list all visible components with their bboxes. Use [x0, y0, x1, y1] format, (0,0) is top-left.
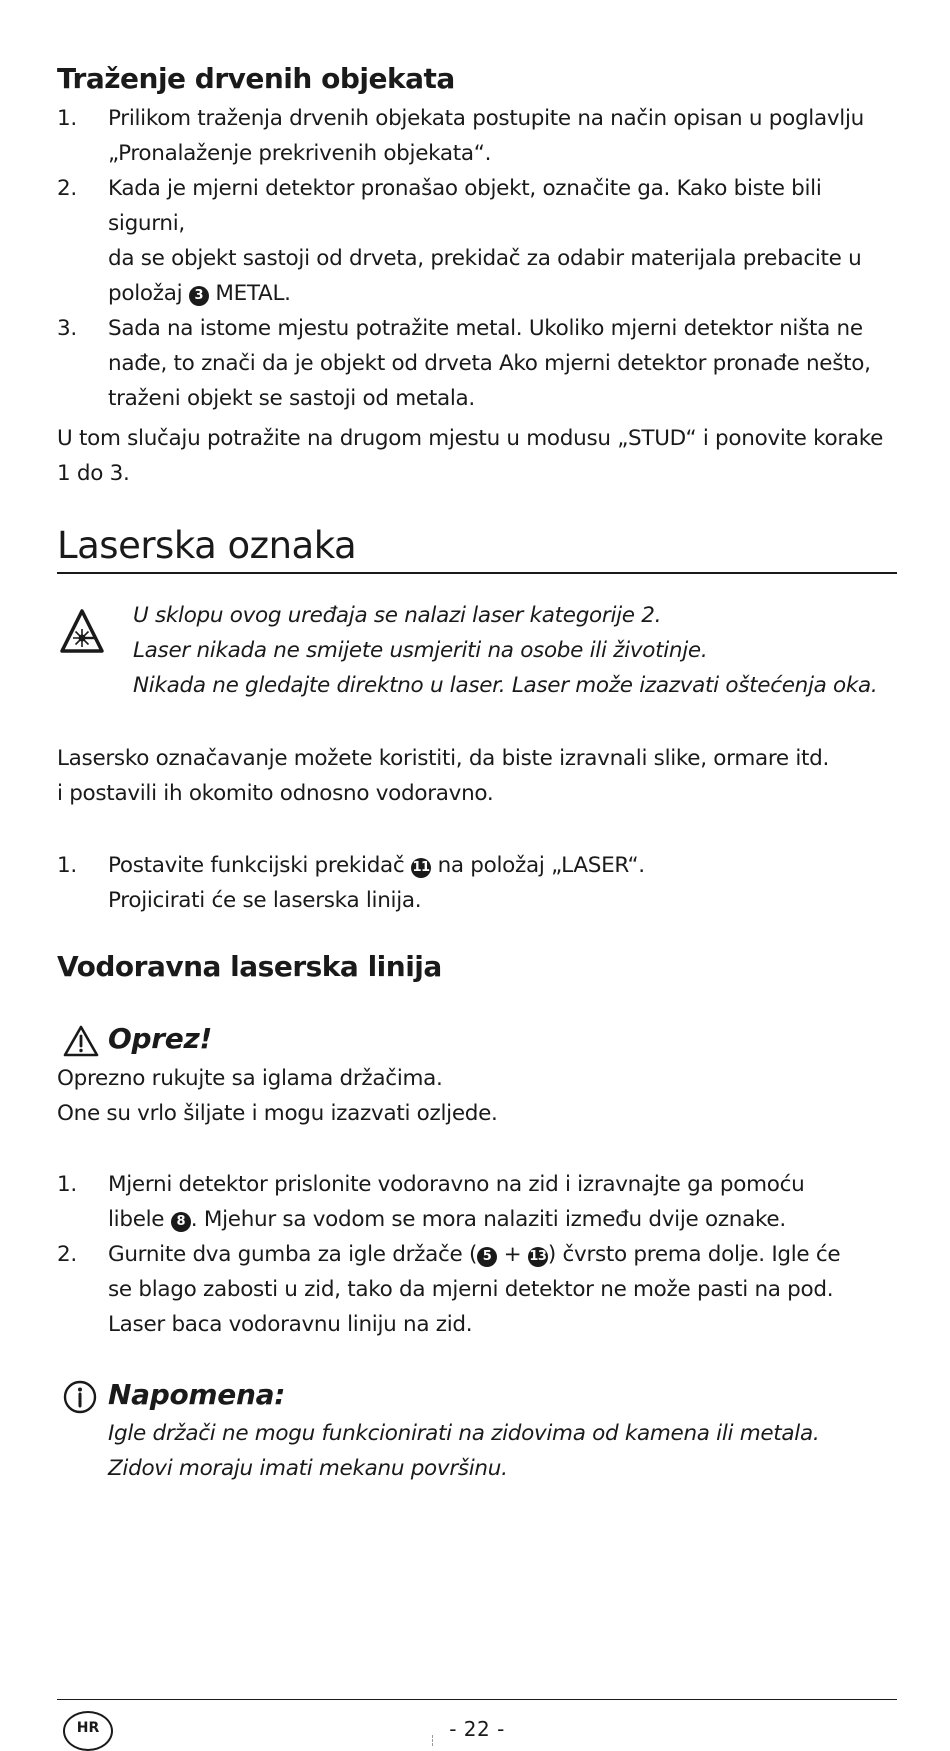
list-item: 1. Mjerni detektor prislonite vodoravno na zid i izravnajte ga pomoću libele 8 . Mjehur sa vodom se mora nalaziti između dvije oznake. [57, 1172, 805, 1232]
laser-steps [57, 848, 897, 918]
heading-divider [57, 572, 897, 574]
footer-divider [57, 1699, 897, 1700]
page-number: - 22 - [449, 1717, 505, 1741]
ref-number-badge: 3 [189, 286, 209, 306]
wood-search-steps [57, 101, 897, 416]
list-item: 2. Gurnite dva gumba za igle držače ( 5 + 13) čvrsto prema dolje. Igle će se blago zabosti u zid, tako da mjerni detektor ne može pasti na pod. Laser baca vodoravnu liniju na zid. [57, 1242, 841, 1337]
caution-triangle-icon [63, 1025, 99, 1057]
ref-number-badge: 5 [477, 1247, 497, 1267]
language-badge: HR [63, 1711, 113, 1751]
info-circle-icon [63, 1380, 97, 1414]
note-text: Igle držači ne mogu funkcionirati na zidovima od kamena ili metala. Zidovi moraju imati mekanu površinu. [108, 1421, 820, 1481]
caution-text: Oprezno rukujte sa iglama držačima. One su vrlo šiljate i mogu izazvati ozljede. [57, 1066, 498, 1126]
section-heading-wood-search: Traženje drvenih objekata [57, 62, 455, 95]
list-item: 1. Prilikom traženja drvenih objekata postupite na način opisan u poglavlju „Pronalaženje prekrivenih objekata“. [57, 106, 864, 166]
horizontal-laser-steps [57, 1167, 897, 1342]
list-item: 2. Kada je mjerni detektor pronašao objekt, označite ga. Kako biste bili sigurni, da se objekt sastoji od drveta, prekidač za odabir materijala prebacite u položaj 3 METAL. [57, 176, 862, 306]
manual-page [57, 0, 897, 1746]
stud-mode-paragraph: U tom slučaju potražite na drugom mjestu u modusu „STUD“ i ponovite korake 1 do 3. [57, 426, 884, 486]
ref-number-badge: 11 [411, 858, 431, 878]
section-heading-horizontal-laser: Vodoravna laserska linija [57, 950, 442, 983]
laser-usage-paragraph: Lasersko označavanje možete koristiti, da biste izravnali slike, ormare itd. i postavili ih okomito odnosno vodoravno. [57, 746, 830, 806]
list-item: 3. Sada na istome mjestu potražite metal. Ukoliko mjerni detektor ništa ne nađe, to znači da je objekt od drveta Ako mjerni detektor pronađe nešto, traženi objekt se sastoji od metala. [57, 316, 871, 411]
laser-warning-text: U sklopu ovog uređaja se nalazi laser kategorije 2. Laser nikada ne smijete usmjeriti na osobe ili životinje. Nikada ne gledajte direktno u laser. Laser može izazvati oštećenja oka. [133, 603, 878, 698]
ref-number-badge: 8 [171, 1212, 191, 1232]
note-title: Napomena: [108, 1378, 286, 1411]
list-item: 1. Postavite funkcijski prekidač 11 na položaj „LASER“. Projicirati će se laserska linija. [57, 853, 645, 913]
laser-warning-icon [60, 607, 104, 655]
ref-number-badge: 13 [528, 1247, 548, 1267]
caution-title: Oprez! [108, 1022, 212, 1055]
section-heading-laser-mark: Laserska oznaka [57, 524, 357, 567]
